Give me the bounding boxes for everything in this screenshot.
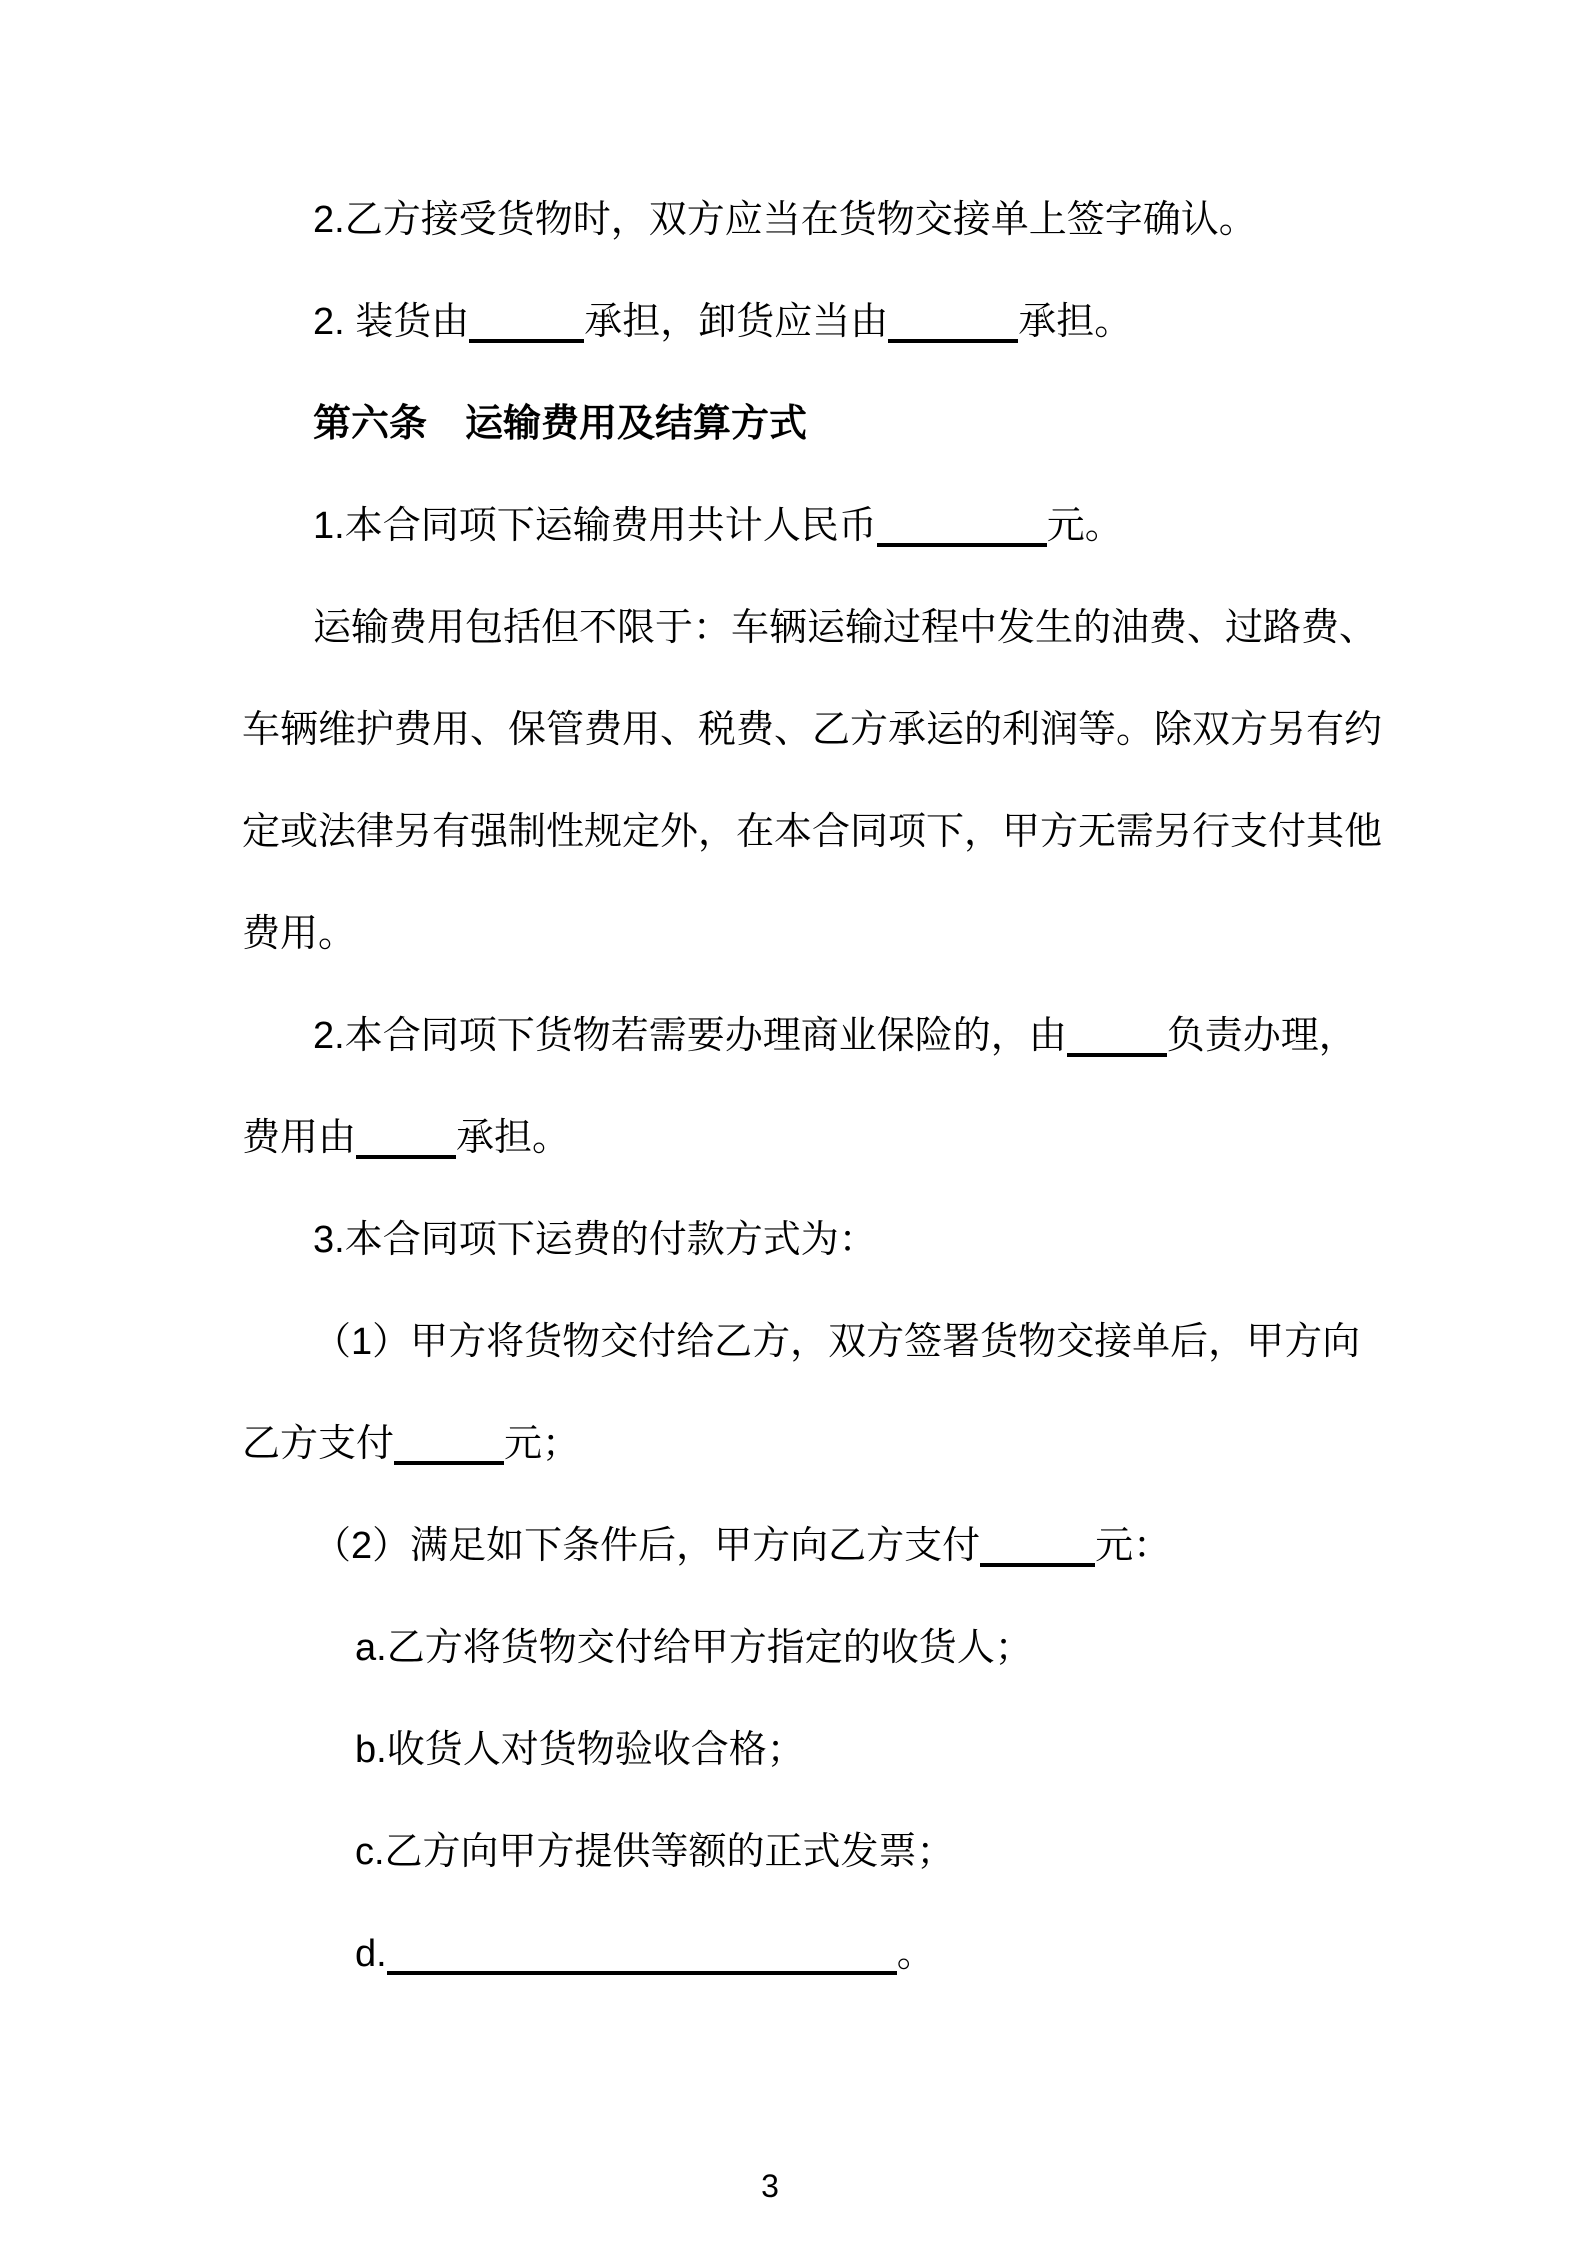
document-line [242, 271, 1360, 373]
document-line [242, 577, 1378, 679]
text-run: 3.本合同项下运费的付款方式为： [313, 1219, 877, 1261]
document-line [242, 1597, 1360, 1699]
text-run: c.乙方向甲方提供等额的正式发票； [355, 1831, 955, 1873]
text-run: 2. 装货由 [313, 301, 470, 343]
document-line [242, 1495, 1360, 1597]
text-run: 1.本合同项下运输费用共计人民币 [313, 505, 877, 547]
text-run: 乙方支付 [242, 1423, 395, 1465]
text-run: 承担。 [456, 1117, 571, 1159]
document-body [242, 169, 1383, 2005]
document-heading-line [242, 373, 1360, 475]
text-run: （2）满足如下条件后，甲方向乙方支付 [313, 1525, 981, 1567]
text-run: 。 [896, 1933, 935, 1975]
text-run: 元； [504, 1423, 581, 1465]
text-run: d. [355, 1933, 387, 1975]
document-line [242, 1903, 1360, 2005]
text-run: 运输费用包括但不限于：车辆运输过程中发生的油费、过路费、 [313, 607, 1378, 649]
text-run: 定或法律另有强制性规定外，在本合同项下，甲方无需另行支付其他 [242, 811, 1383, 853]
text-run: （1）甲方将货物交付给乙方，双方签署货物交接单后，甲方向 [313, 1321, 1361, 1363]
text-run: 承担，卸货应当由 [584, 301, 889, 343]
document-line [242, 1699, 1360, 1801]
blank-field [1067, 1019, 1167, 1057]
document-line [242, 985, 1360, 1087]
blank-field [888, 305, 1018, 343]
blank-field [356, 1121, 456, 1159]
document-line [242, 883, 1360, 985]
text-run: 2.本合同项下货物若需要办理商业保险的，由 [313, 1015, 1067, 1057]
document-line [242, 1291, 1360, 1393]
text-run: a.乙方将货物交付给甲方指定的收货人； [355, 1627, 1033, 1669]
blank-field [387, 1937, 897, 1975]
text-run: 第六条 运输费用及结算方式 [313, 403, 808, 445]
text-run: 元： [1095, 1525, 1172, 1567]
text-run: 费用由 [242, 1117, 357, 1159]
document-line [242, 1801, 1360, 1903]
document-line [242, 169, 1360, 271]
text-run: 2.乙方接受货物时，双方应当在货物交接单上签字确认。 [313, 199, 1257, 241]
text-run: 承担。 [1018, 301, 1133, 343]
page-footer [0, 2168, 1540, 2204]
blank-field [980, 1529, 1095, 1567]
blank-field [394, 1427, 504, 1465]
document-line [242, 679, 1383, 781]
text-run: 元。 [1046, 505, 1123, 547]
document-line [242, 1087, 1360, 1189]
document-line [242, 1189, 1360, 1291]
blank-field [469, 305, 584, 343]
text-run: 负责办理， [1166, 1015, 1357, 1057]
text-run: 车辆维护费用、保管费用、税费、乙方承运的利润等。除双方另有约 [242, 709, 1383, 751]
document-line [242, 1393, 1360, 1495]
blank-field [877, 509, 1047, 547]
page-number: 3 [761, 2168, 779, 2204]
document-line [242, 781, 1383, 883]
text-run: 费用。 [242, 913, 357, 955]
document-line [242, 475, 1360, 577]
text-run: b.收货人对货物验收合格； [355, 1729, 805, 1771]
